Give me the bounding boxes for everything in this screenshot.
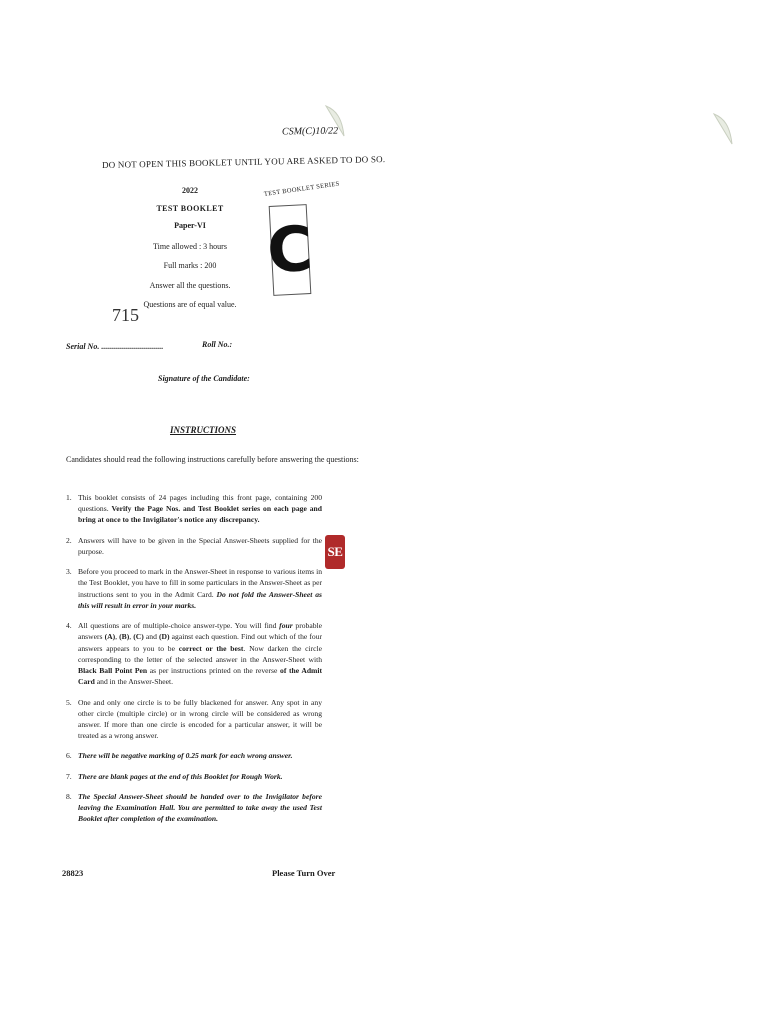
full-marks: Full marks : 200 (163, 261, 217, 270)
instruction-text-part: four (279, 621, 293, 631)
instruction-text-part: as per instructions printed on the reverse (147, 666, 281, 676)
instruction-text (78, 566, 322, 611)
instruction-text (78, 791, 322, 825)
series-letter: C (265, 211, 315, 288)
side-tab-label: SE (327, 544, 343, 559)
instruction-number: 3. (66, 567, 72, 577)
instruction-text-part: Verify the Page Nos. and Test Booklet series on each page and bring at once to the Invigilator's notice any discrepancy. (78, 504, 322, 525)
serial-field: Serial No. ............................... (66, 342, 164, 351)
instruction-item (66, 492, 322, 526)
instruction-text-part: (B) (119, 632, 130, 642)
instruction-text (78, 697, 322, 742)
booklet-year: 2022 (182, 186, 198, 195)
instruction-number: 5. (66, 697, 72, 707)
serial-number: 715 (112, 305, 139, 325)
instruction-text-part: (A) (104, 632, 116, 642)
instruction-item (66, 750, 322, 761)
side-tab[interactable] (325, 535, 345, 569)
booklet-title: TEST BOOKLET (156, 204, 224, 213)
instruction-text-part: This booklet consists of 24 pages including this front page, containing 200 questions. (78, 493, 322, 514)
instruction-text-part: probable answers (78, 621, 322, 642)
instructions-intro: Candidates should read the following instructions carefully before answering the questions: (66, 455, 359, 464)
instruction-text (78, 620, 322, 687)
instruction-number: 1. (66, 493, 72, 502)
instruction-text-part: Answers will have to be given in the Special Answer-Sheets supplied for the purpose. (78, 535, 322, 556)
instruction-text-part: (D) (159, 632, 170, 642)
page-curl-icon (324, 104, 346, 138)
instruction-text (78, 750, 322, 761)
instruction-text (78, 771, 322, 782)
instruction-text (78, 492, 322, 526)
signature-field: Signature of the Candidate: (158, 374, 250, 383)
series-label: TEST BOOKLET SERIES (263, 180, 340, 198)
time-allowed: Time allowed : 3 hours (153, 242, 227, 251)
instruction-item (66, 620, 322, 687)
instruction-text-part: and in the Answer-Sheet. (94, 677, 173, 687)
answer-all-note: Answer all the questions. (149, 281, 231, 290)
instruction-number: 6. (66, 751, 72, 761)
instruction-item (66, 566, 322, 611)
instruction-text-part: and (143, 632, 160, 642)
instruction-number: 2. (66, 535, 72, 545)
instruction-item (66, 771, 322, 782)
instruction-text-part: One and only one circle is to be fully blackened for answer. Any spot in any other circle (multiple circle) or in wrong circle will be considered as wrong answer. If more than one circle is encoded for a particular answer, it will be treated as a wrong answer. (78, 697, 322, 741)
instruction-text-part: , (115, 632, 120, 642)
instruction-text-part: There are blank pages at the end of this Booklet for Rough Work. (78, 771, 283, 781)
instruction-text-part: against each question. Find out which of the four answers appears to you to be (78, 632, 323, 653)
instructions-list (66, 492, 322, 834)
instruction-item (66, 791, 322, 825)
instruction-text-part: , (129, 632, 134, 642)
equal-value-note: Questions are of equal value. (143, 300, 237, 309)
instruction-text-part: There will be negative marking of 0.25 mark for each wrong answer. (78, 751, 293, 761)
instruction-text-part: (C) (133, 632, 144, 642)
series-letter-box (265, 204, 315, 296)
do-not-open-notice: DO NOT OPEN THIS BOOKLET UNTIL YOU ARE ASKED TO DO SO. (101, 154, 386, 170)
instruction-item (66, 535, 322, 557)
instruction-text-part: Black Ball Point Pen (78, 666, 148, 676)
instructions-title: INSTRUCTIONS (170, 425, 237, 435)
please-turn-over: Please Turn Over (272, 868, 336, 878)
instruction-text-part: Do not fold the Answer-Sheet as this will result in error in your marks. (78, 589, 322, 610)
instruction-number: 8. (66, 791, 72, 801)
instruction-text-part: Before you proceed to mark in the Answer-Sheet in response to various items in the Test Booklet, you have to fill in some particulars in the Answer-Sheet as per instructions sent to you in the Admit Card. (78, 567, 322, 599)
instruction-text (78, 535, 322, 557)
paper-name: Paper-VI (174, 221, 206, 230)
instruction-text-part: correct or the best (178, 643, 244, 653)
paper-code: CSM(C)10/22 (281, 125, 339, 138)
instruction-text-part: The Special Answer-Sheet should be handed over to the Invigilator before leaving the Examination Hall. You are permitted to take away the used Test Booklet after completion of the examination. (78, 791, 322, 824)
instruction-number: 4. (66, 621, 72, 631)
instruction-text-part: . Now darken the circle corresponding to the letter of the selected answer in the Answer-Sheet with (78, 643, 322, 664)
roll-field: Roll No.: (202, 340, 233, 349)
instruction-item (66, 697, 322, 742)
instruction-text-part: of the Admit Card (78, 666, 323, 687)
instruction-text-part: All questions are of multiple-choice answer-type. You will find (78, 621, 280, 631)
instruction-number: 7. (66, 771, 72, 781)
footer-code: 28823 (62, 868, 84, 878)
page-curl-icon (712, 112, 734, 146)
